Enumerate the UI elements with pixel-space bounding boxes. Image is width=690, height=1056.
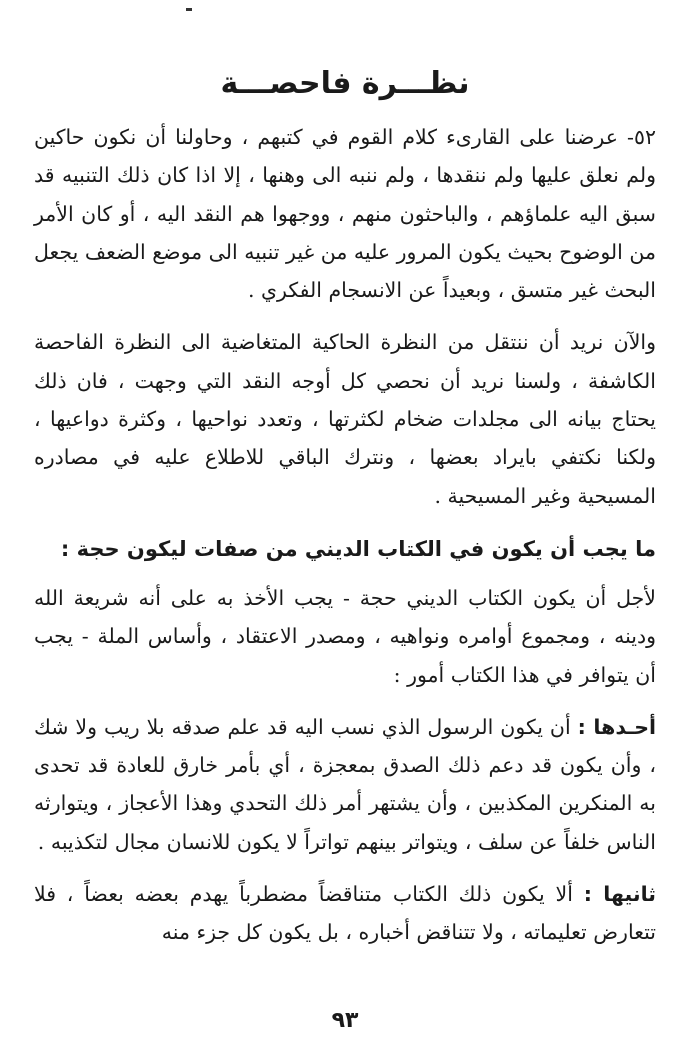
section-heading: ما يجب أن يكون في الكتاب الديني من صفات ليكون حجة :	[60, 536, 656, 561]
paragraph-conditions: لأجل أن يكون الكتاب الديني حجة - يجب الأخذ به على أنه شريعة الله ودينه ، ومجموع أوامره ونواهيه ، ومصدر الاعتقاد ، وأساس الملة - يجب أن يتوافر في هذا الكتاب أمور :	[34, 585, 656, 687]
paragraph-first-condition	[34, 708, 656, 861]
page-mark	[186, 8, 192, 11]
first-condition-text: أن يكون الرسول الذي نسب اليه قد علم صدقه بلا ريب ولا شك ، وأن يكون قد دعم ذلك الصدق بمعجزة ، أي بأمر خارق للعادة قد تحدى به المنكرين المكذبين ، وأن يشتهر أمر ذلك التحدي وهذا الأعجاز ، ويتوارثه الناس خلفاً عن سلف ، ويتواتر بينهم تواتراً لا يكون للانسان مجال لتكذيبه .	[34, 714, 656, 854]
second-condition-label: ثانيها :	[583, 882, 656, 907]
second-condition-text: ألا يكون ذلك الكتاب متناقضاً مضطرباً يهدم بعضه بعضاً ، فلا تتعارض تعليماته ، ولا تتناقض أخباره ، بل يكون كل جزء منه	[34, 882, 656, 945]
paragraph-second-condition	[34, 875, 656, 952]
paragraph-52: ٥٢- عرضنا على القارىء كلام القوم في كتبهم ، وحاولنا أن نكون حاكين ولم نعلق عليها ولم ننقدها ، ولم ننبه الى وهنها ، إلا اذا كان ذلك التنبيه قد سبق اليه علماؤهم ، والباحثون منهم ، ووجهوا هم النقد اليه ، أو كان الأمر من الوضوح بحيث يكون المرور عليه من غير تنبيه الى موضع الضعف يجعل البحث غير متسق ، وبعيداً عن الانسجام الفكري .	[34, 125, 656, 303]
chapter-title: نظـــرة فاحصـــة	[220, 66, 470, 101]
page-body	[34, 118, 656, 952]
page-number: ٩٣	[331, 1008, 359, 1033]
paragraph-intro-critique: والآن نريد أن ننتقل من النظرة الحاكية المتغاضية الى النظرة الفاحصة الكاشفة ، ولسنا نريد أن نحصي كل أوجه النقد التي وجهت ، فان ذلك يحتاج بيانه الى مجلدات ضخام لكثرتها ، وتعدد نواحيها ، وكثرة دواعيها ، ولكنا نكتفي بايراد بعضها ، ونترك الباقي للاطلاع عليه في مصادره المسيحية وغير المسيحية .	[34, 330, 656, 508]
first-condition-label: أحـدها :	[577, 714, 656, 739]
